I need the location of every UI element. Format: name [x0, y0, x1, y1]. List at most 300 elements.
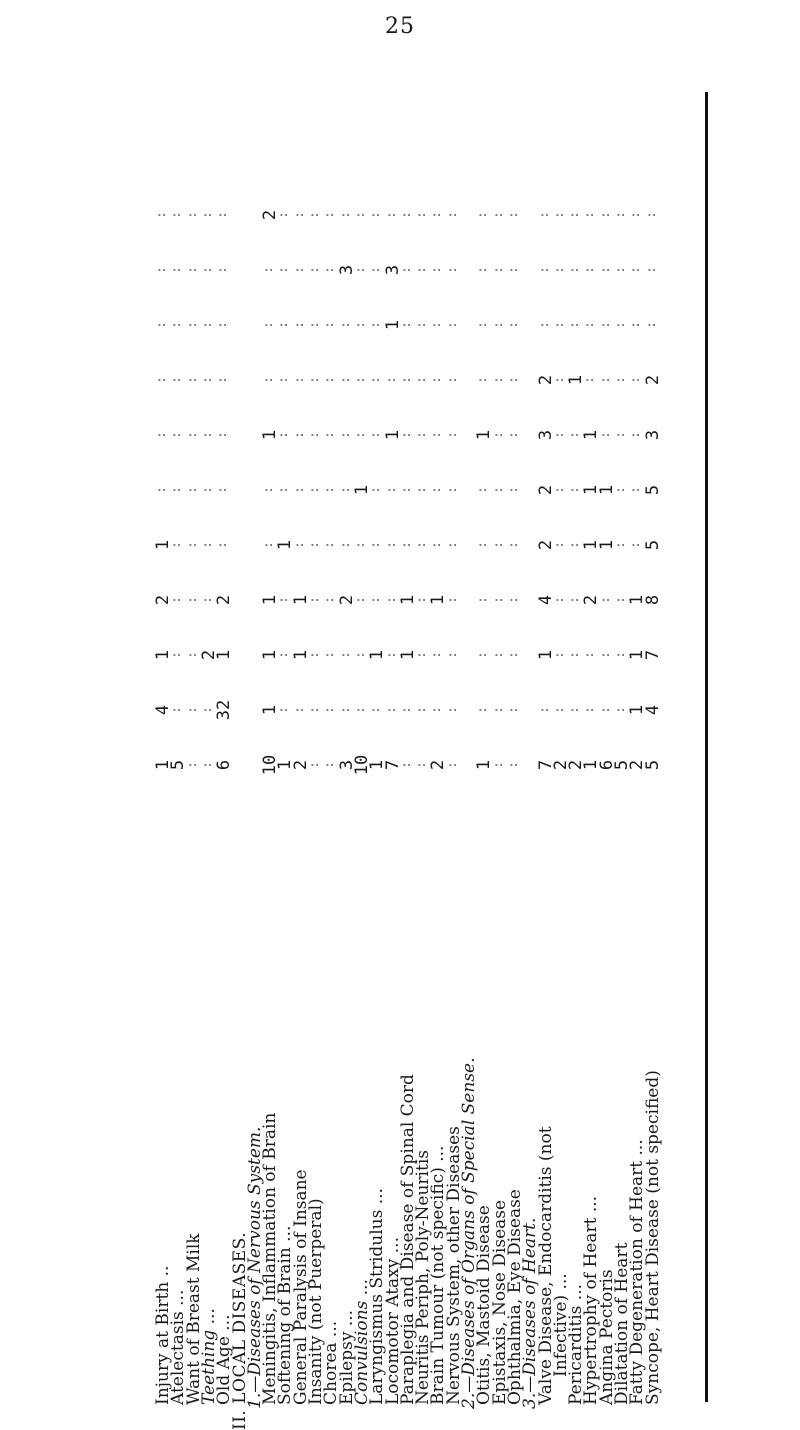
- value-cell: :: [597, 596, 612, 604]
- value-cell: 1: [290, 594, 311, 606]
- value-cell: :: [368, 321, 383, 329]
- value-cell: :: [199, 761, 214, 769]
- rotated-table: [150, 95, 705, 1430]
- value-cell: :: [505, 596, 520, 604]
- value-cell: 3: [336, 759, 357, 771]
- value-cell: 1: [153, 649, 173, 661]
- value-cell: :: [154, 211, 168, 219]
- value-cell: :: [582, 211, 597, 219]
- value-cell: 1: [260, 594, 281, 606]
- value-cell: :: [352, 651, 367, 659]
- value-cell: :: [551, 376, 566, 384]
- value-cell: 5: [642, 759, 663, 771]
- value-cell: 2: [198, 649, 219, 661]
- value-cell: :: [337, 486, 352, 494]
- value-cell: :: [444, 596, 459, 604]
- value-cell: 2: [535, 539, 556, 551]
- value-cell: :: [551, 651, 566, 659]
- value-cell: :: [582, 266, 597, 274]
- value-cell: :: [398, 376, 413, 384]
- value-cell: 2: [642, 374, 663, 386]
- value-cell: :: [383, 541, 398, 549]
- value-cell: :: [414, 266, 429, 274]
- value-cell: 1: [397, 594, 418, 606]
- value-cell: 1: [627, 649, 648, 661]
- value-cell: :: [475, 706, 490, 714]
- value-cell: 1: [596, 484, 617, 496]
- value-cell: 1: [581, 429, 602, 441]
- value-cell: 7: [642, 649, 663, 661]
- value-cell: :: [276, 321, 291, 329]
- value-cell: :: [215, 376, 230, 384]
- value-cell: :: [643, 321, 658, 329]
- value-cell: :: [505, 266, 520, 274]
- value-cell: :: [444, 211, 459, 219]
- row-label: General Paralysis of Insane: [290, 1169, 311, 1405]
- value-cell: :: [337, 706, 352, 714]
- value-cell: :: [444, 486, 459, 494]
- value-cell: :: [307, 431, 321, 439]
- value-cell: :: [261, 541, 276, 549]
- value-cell: :: [582, 706, 597, 714]
- table-row: [581, 95, 602, 1405]
- value-cell: 2: [550, 759, 571, 771]
- table-row: [198, 95, 219, 1405]
- value-cell: :: [261, 266, 276, 274]
- value-cell: :: [184, 651, 199, 659]
- value-cell: :: [322, 651, 337, 659]
- value-cell: :: [628, 211, 643, 219]
- value-cell: :: [628, 541, 643, 549]
- value-cell: :: [429, 486, 444, 494]
- value-cell: :: [337, 541, 352, 549]
- value-cell: :: [628, 321, 643, 329]
- value-cell: :: [628, 431, 643, 439]
- table-row: [550, 95, 571, 1405]
- table-row: [642, 95, 663, 1405]
- value-cell: :: [628, 486, 643, 494]
- value-cell: 2: [428, 759, 449, 771]
- table-row: [153, 95, 173, 1405]
- value-cell: :: [613, 541, 627, 549]
- value-cell: :: [475, 486, 490, 494]
- value-cell: 7: [382, 759, 403, 771]
- value-cell: 3: [535, 429, 556, 441]
- value-cell: 1: [351, 484, 372, 496]
- value-cell: 2: [260, 209, 281, 221]
- value-cell: :: [597, 266, 612, 274]
- value-cell: :: [307, 266, 321, 274]
- value-cell: :: [551, 431, 566, 439]
- value-cell: :: [567, 266, 582, 274]
- value-cell: 5: [642, 539, 663, 551]
- value-cell: 1: [153, 759, 173, 771]
- value-cell: :: [429, 706, 444, 714]
- value-cell: :: [567, 211, 582, 219]
- value-cell: :: [414, 651, 429, 659]
- value-cell: :: [597, 431, 612, 439]
- value-cell: :: [169, 541, 184, 549]
- value-cell: :: [414, 596, 429, 604]
- value-cell: :: [414, 376, 429, 384]
- table-row: [367, 95, 388, 1405]
- value-cell: :: [276, 596, 291, 604]
- row-label: Fatty Degeneration of Heart ...: [627, 1139, 648, 1405]
- value-cell: :: [352, 321, 367, 329]
- row-label: Valve Disease, Endocarditis (not: [535, 1126, 556, 1405]
- value-cell: :: [307, 376, 321, 384]
- value-cell: :: [276, 486, 291, 494]
- row-label: II. LOCAL DISEASES.: [229, 1231, 250, 1430]
- value-cell: :: [352, 211, 367, 219]
- value-cell: :: [368, 541, 383, 549]
- value-cell: :: [184, 376, 199, 384]
- value-cell: 1: [367, 759, 388, 771]
- value-cell: :: [613, 431, 627, 439]
- value-cell: :: [261, 486, 276, 494]
- value-cell: :: [567, 431, 582, 439]
- table-row: [214, 95, 235, 1405]
- value-cell: :: [169, 486, 184, 494]
- value-cell: :: [352, 376, 367, 384]
- value-cell: 1: [214, 649, 235, 661]
- value-cell: :: [475, 541, 490, 549]
- value-cell: :: [307, 761, 321, 769]
- value-cell: :: [215, 431, 230, 439]
- value-cell: :: [215, 321, 230, 329]
- value-cell: :: [322, 266, 337, 274]
- value-cell: :: [307, 706, 321, 714]
- value-cell: 5: [612, 759, 632, 771]
- value-cell: :: [352, 596, 367, 604]
- value-cell: :: [169, 596, 184, 604]
- value-cell: :: [184, 431, 199, 439]
- value-cell: :: [643, 211, 658, 219]
- value-cell: :: [291, 266, 306, 274]
- value-cell: :: [414, 486, 429, 494]
- value-cell: 2: [290, 759, 311, 771]
- value-cell: :: [475, 651, 490, 659]
- value-cell: :: [322, 376, 337, 384]
- value-cell: 1: [474, 429, 495, 441]
- value-cell: :: [490, 321, 505, 329]
- value-cell: :: [536, 321, 551, 329]
- value-cell: :: [551, 211, 566, 219]
- value-cell: :: [475, 321, 490, 329]
- value-cell: :: [322, 596, 337, 604]
- value-cell: :: [307, 211, 321, 219]
- value-cell: 6: [214, 759, 235, 771]
- value-cell: 32: [214, 699, 235, 721]
- value-cell: 2: [581, 594, 602, 606]
- value-cell: :: [444, 706, 459, 714]
- row-label: Chorea ...: [321, 1320, 342, 1405]
- value-cell: 1: [260, 649, 281, 661]
- value-cell: :: [551, 266, 566, 274]
- value-cell: :: [597, 321, 612, 329]
- value-cell: 8: [642, 594, 663, 606]
- value-cell: 4: [535, 594, 556, 606]
- value-cell: :: [154, 376, 168, 384]
- value-cell: :: [322, 706, 337, 714]
- value-cell: :: [352, 266, 367, 274]
- row-label: 1.—Diseases of Nervous System.: [244, 1126, 265, 1409]
- value-cell: :: [169, 651, 184, 659]
- value-cell: :: [597, 706, 612, 714]
- value-cell: 6: [596, 759, 617, 771]
- value-cell: 2: [627, 759, 648, 771]
- value-cell: :: [337, 321, 352, 329]
- value-cell: :: [582, 321, 597, 329]
- value-cell: :: [215, 211, 230, 219]
- value-cell: 2: [336, 594, 357, 606]
- value-cell: :: [276, 431, 291, 439]
- value-cell: :: [398, 321, 413, 329]
- value-cell: :: [184, 541, 199, 549]
- value-cell: 1: [627, 594, 648, 606]
- value-cell: :: [184, 321, 199, 329]
- value-cell: :: [368, 596, 383, 604]
- value-cell: :: [551, 321, 566, 329]
- value-cell: :: [307, 541, 321, 549]
- value-cell: :: [505, 431, 520, 439]
- value-cell: :: [368, 706, 383, 714]
- value-cell: :: [444, 376, 459, 384]
- value-cell: :: [276, 651, 291, 659]
- value-cell: :: [429, 651, 444, 659]
- value-cell: :: [613, 706, 627, 714]
- table-row: [596, 95, 617, 1405]
- value-cell: :: [352, 541, 367, 549]
- row-label: Meningitis, Inflammation of Brain: [260, 1112, 281, 1405]
- value-cell: :: [613, 266, 627, 274]
- value-cell: 1: [290, 649, 311, 661]
- value-cell: 2: [153, 594, 173, 606]
- value-cell: :: [551, 706, 566, 714]
- value-cell: :: [169, 376, 184, 384]
- value-cell: 1: [566, 374, 587, 386]
- value-cell: :: [505, 706, 520, 714]
- value-cell: :: [368, 431, 383, 439]
- value-cell: :: [383, 706, 398, 714]
- value-cell: :: [199, 596, 214, 604]
- value-cell: 1: [275, 759, 296, 771]
- value-cell: 2: [214, 594, 235, 606]
- value-cell: :: [322, 761, 337, 769]
- value-cell: :: [414, 541, 429, 549]
- value-cell: :: [567, 596, 582, 604]
- value-cell: :: [307, 651, 321, 659]
- value-cell: :: [368, 266, 383, 274]
- row-label: Epistaxis, Nose Disease: [489, 1199, 510, 1405]
- row-label: Epilepsy ...: [336, 1309, 357, 1405]
- value-cell: :: [597, 651, 612, 659]
- value-cell: :: [536, 266, 551, 274]
- row-label: 3.—Diseases of Heart.: [520, 1217, 541, 1409]
- value-cell: :: [291, 706, 306, 714]
- table-row: [183, 95, 204, 1405]
- value-cell: :: [613, 376, 627, 384]
- value-cell: 3: [336, 264, 357, 276]
- value-cell: :: [261, 376, 276, 384]
- value-cell: :: [307, 486, 321, 494]
- value-cell: :: [184, 266, 199, 274]
- table-row: [168, 95, 189, 1405]
- value-cell: :: [613, 486, 627, 494]
- value-cell: :: [215, 266, 230, 274]
- row-label: Softening of Brain ...: [275, 1225, 296, 1405]
- table-row: [306, 95, 326, 1405]
- value-cell: :: [184, 706, 199, 714]
- value-cell: :: [368, 211, 383, 219]
- value-cell: :: [368, 376, 383, 384]
- row-label: Laryngismus Stridulus ...: [367, 1188, 388, 1405]
- table-row: [336, 95, 357, 1405]
- value-cell: :: [184, 596, 199, 604]
- table-row: [535, 95, 556, 1405]
- value-cell: :: [551, 541, 566, 549]
- value-cell: :: [322, 431, 337, 439]
- value-cell: :: [383, 486, 398, 494]
- value-cell: 1: [382, 319, 403, 331]
- value-cell: :: [505, 486, 520, 494]
- table-row: [260, 95, 281, 1405]
- value-cell: :: [307, 321, 321, 329]
- value-cell: :: [414, 431, 429, 439]
- row-label: Dilatation of Heart: [612, 1242, 632, 1405]
- value-cell: 1: [627, 704, 648, 716]
- value-cell: :: [352, 706, 367, 714]
- value-cell: :: [199, 266, 214, 274]
- value-cell: :: [429, 431, 444, 439]
- value-cell: 2: [535, 374, 556, 386]
- value-cell: 1: [581, 759, 602, 771]
- value-cell: :: [475, 596, 490, 604]
- table-row: [321, 95, 342, 1405]
- value-cell: :: [490, 706, 505, 714]
- value-cell: :: [291, 431, 306, 439]
- value-cell: :: [398, 266, 413, 274]
- value-cell: :: [490, 761, 505, 769]
- value-cell: :: [582, 376, 597, 384]
- value-cell: 1: [581, 539, 602, 551]
- value-cell: :: [505, 541, 520, 549]
- value-cell: 7: [535, 759, 556, 771]
- row-label: Atelectasis ...: [168, 1289, 189, 1405]
- value-cell: :: [505, 651, 520, 659]
- value-cell: :: [505, 321, 520, 329]
- row-label: Angina Pectoris: [596, 1269, 617, 1405]
- row-label: Ophthalmia, Eye Disease: [504, 1189, 525, 1405]
- value-cell: :: [414, 706, 429, 714]
- value-cell: :: [154, 431, 168, 439]
- value-cell: 1: [260, 704, 281, 716]
- value-cell: :: [414, 761, 429, 769]
- value-cell: :: [597, 211, 612, 219]
- value-cell: :: [383, 596, 398, 604]
- value-cell: 1: [397, 649, 418, 661]
- value-cell: :: [505, 761, 520, 769]
- value-cell: :: [307, 596, 321, 604]
- row-label: Teething ...: [198, 1308, 219, 1405]
- value-cell: :: [613, 211, 627, 219]
- value-cell: :: [199, 541, 214, 549]
- value-cell: :: [169, 706, 184, 714]
- value-cell: :: [597, 376, 612, 384]
- value-cell: 10: [260, 754, 281, 776]
- value-cell: :: [276, 706, 291, 714]
- value-cell: 5: [642, 484, 663, 496]
- value-cell: 3: [642, 429, 663, 441]
- value-cell: :: [215, 541, 230, 549]
- value-cell: :: [490, 541, 505, 549]
- value-cell: :: [337, 431, 352, 439]
- value-cell: :: [475, 376, 490, 384]
- value-cell: 3: [382, 264, 403, 276]
- value-cell: :: [567, 651, 582, 659]
- value-cell: :: [505, 211, 520, 219]
- value-cell: :: [154, 266, 168, 274]
- value-cell: :: [444, 321, 459, 329]
- value-cell: 1: [382, 429, 403, 441]
- row-label: Neuritis Periph, Poly-Neuritis: [413, 1150, 434, 1405]
- value-cell: :: [567, 486, 582, 494]
- row-label: Infective) ...: [550, 1273, 571, 1377]
- value-cell: :: [567, 321, 582, 329]
- row-label: Locomotor Ataxy ...: [382, 1237, 403, 1405]
- row-label: Otitis, Mastoid Disease: [474, 1205, 495, 1405]
- value-cell: :: [444, 431, 459, 439]
- table-right-border: [705, 92, 708, 1402]
- value-cell: 1: [474, 759, 495, 771]
- value-cell: 1: [581, 484, 602, 496]
- value-cell: :: [429, 266, 444, 274]
- value-cell: :: [291, 376, 306, 384]
- value-cell: :: [613, 596, 627, 604]
- value-cell: :: [383, 651, 398, 659]
- row-label: Syncope, Heart Disease (not specified): [642, 1070, 663, 1405]
- value-cell: 1: [260, 429, 281, 441]
- value-cell: :: [199, 211, 214, 219]
- value-cell: :: [322, 321, 337, 329]
- value-cell: :: [398, 431, 413, 439]
- row-label: Brain Tumour (not specific) ...: [428, 1145, 449, 1405]
- value-cell: :: [276, 211, 291, 219]
- value-cell: :: [261, 321, 276, 329]
- value-cell: :: [505, 376, 520, 384]
- value-cell: :: [490, 651, 505, 659]
- value-cell: :: [490, 266, 505, 274]
- value-cell: :: [613, 651, 627, 659]
- value-cell: :: [368, 486, 383, 494]
- value-cell: :: [398, 761, 413, 769]
- table-row: [504, 95, 525, 1405]
- value-cell: :: [199, 706, 214, 714]
- value-cell: :: [398, 706, 413, 714]
- value-cell: 1: [535, 649, 556, 661]
- value-cell: :: [490, 211, 505, 219]
- page-number: 25: [385, 14, 415, 39]
- value-cell: :: [429, 211, 444, 219]
- row-label: Convulsions ...: [351, 1279, 372, 1405]
- value-cell: 4: [642, 704, 663, 716]
- row-label: Old Age ...: [214, 1314, 235, 1405]
- value-cell: :: [444, 266, 459, 274]
- value-cell: :: [291, 486, 306, 494]
- value-cell: 2: [535, 484, 556, 496]
- value-cell: :: [337, 211, 352, 219]
- value-cell: :: [322, 211, 337, 219]
